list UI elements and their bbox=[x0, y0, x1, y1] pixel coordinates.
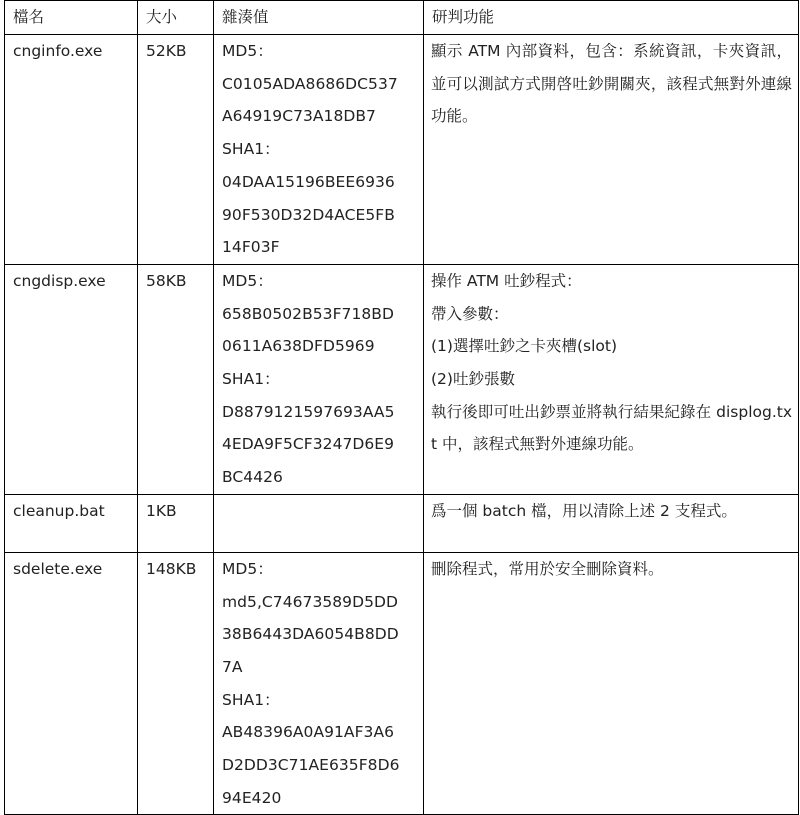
cell-size: 58KB bbox=[138, 264, 214, 494]
header-row bbox=[5, 1, 799, 35]
cell-filename: cnginfo.exe bbox=[5, 35, 138, 265]
cell-filename: cngdisp.exe bbox=[5, 264, 138, 494]
header-filename: 檔名 bbox=[5, 1, 138, 35]
cell-hash: MD5： 658B0502B53F718BD 0611A638DFD5969 SHA1： D8879121597693AA5 4EDA9F5CF3247D6E9 BC4426 bbox=[214, 264, 424, 494]
cell-hash: MD5： C0105ADA8686DC537 A64919C73A18DB7 SHA1： 04DAA15196BEE6936 90F530D32D4ACE5FB 14F03F bbox=[214, 35, 424, 265]
cell-size: 1KB bbox=[138, 494, 214, 552]
cell-size: 148KB bbox=[138, 552, 214, 815]
cell-filename: sdelete.exe bbox=[5, 552, 138, 815]
cell-size: 52KB bbox=[138, 35, 214, 265]
header-size: 大小 bbox=[138, 1, 214, 35]
cell-function: 刪除程式，常用於安全刪除資料。 bbox=[424, 552, 799, 815]
header-function: 研判功能 bbox=[424, 1, 799, 35]
table-row bbox=[5, 35, 799, 265]
cell-filename: cleanup.bat bbox=[5, 494, 138, 552]
table-row bbox=[5, 264, 799, 494]
table-row bbox=[5, 552, 799, 815]
cell-function: 操作 ATM 吐鈔程式： 帶入參數： (1)選擇吐鈔之卡夾槽(slot) (2)吐鈔張數 執行後即可吐出鈔票並將執行結果紀錄在 displog.txt 中，該程式無對外連線功能。 bbox=[424, 264, 799, 494]
file-analysis-table bbox=[4, 0, 799, 815]
cell-function: 爲一個 batch 檔，用以清除上述 2 支程式。 bbox=[424, 494, 799, 552]
cell-hash: MD5： md5,C74673589D5DD 38B6443DA6054B8DD 7A SHA1： AB48396A0A91AF3A6 D2DD3C71AE635F8D6 94E420 bbox=[214, 552, 424, 815]
table-row bbox=[5, 494, 799, 552]
cell-function: 顯示 ATM 內部資料，包含：系統資訊，卡夾資訊，並可以測試方式開啓吐鈔開關夾，該程式無對外連線功能。 bbox=[424, 35, 799, 265]
cell-hash bbox=[214, 494, 424, 552]
header-hash: 雜湊值 bbox=[214, 1, 424, 35]
